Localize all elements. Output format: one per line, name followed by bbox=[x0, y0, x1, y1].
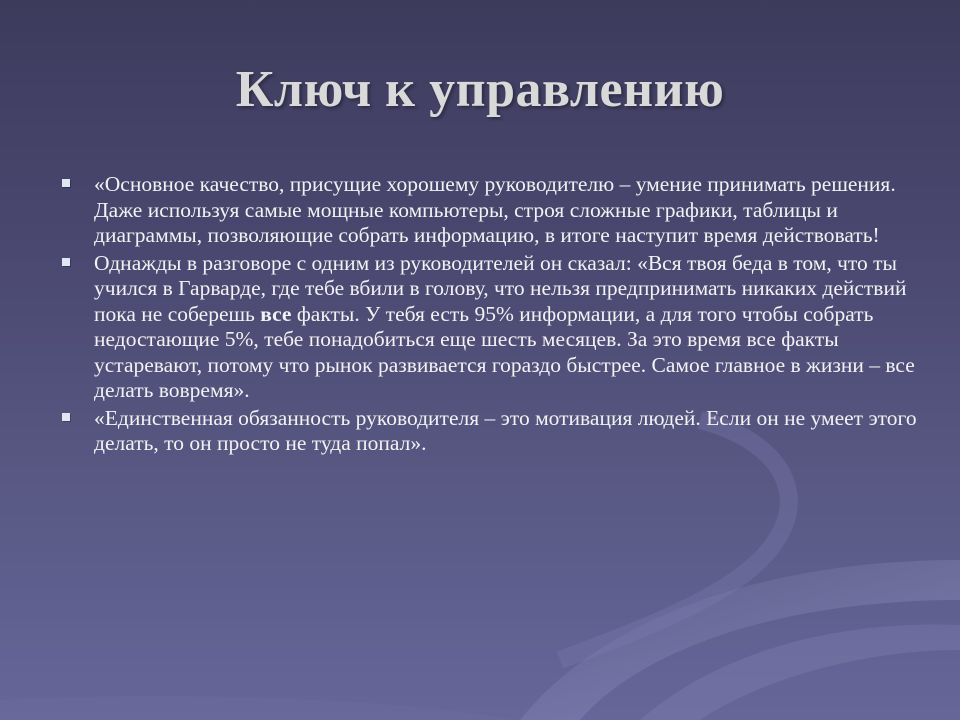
bullet-item bbox=[60, 406, 920, 457]
bullet-list bbox=[60, 172, 920, 459]
bullet-text-part: факты. У тебя есть 95% информации, а для того чтобы собрать недостающие 5%, тебе понадобиться еще шесть месяцев. За это время все факты устаревают, потому что рынок развивается гораздо быстрее. Самое главное в жизни – все делать вовремя». bbox=[94, 301, 915, 402]
square-bullet-icon bbox=[62, 258, 70, 266]
bullet-text: «Основное качество, присущие хорошему руководителю – умение принимать решения. Даже используя самые мощные компьютеры, строя сложные графики, таблицы и диаграммы, позволяющие собрать информацию, в итоге наступит время действовать! bbox=[94, 172, 896, 247]
bullet-text-part: Однажды в разговоре с одним из руководителей он сказал: «Вся твоя беда в том, что ты учился в Гарварде, где тебе вбили в голову, что нельзя предпринимать никаких действий пока не соберешь bbox=[94, 250, 907, 326]
square-bullet-icon bbox=[62, 179, 70, 187]
square-bullet-icon bbox=[62, 413, 70, 421]
bullet-item bbox=[60, 172, 920, 249]
bullet-item bbox=[60, 251, 920, 404]
bullet-text: «Единственная обязанность руководителя – это мотивация людей. Если он не умеет этого делать, то он просто не туда попал». bbox=[94, 405, 917, 455]
slide-title: Ключ к управлению bbox=[235, 61, 725, 118]
bullet-bold-word: все bbox=[260, 301, 292, 326]
